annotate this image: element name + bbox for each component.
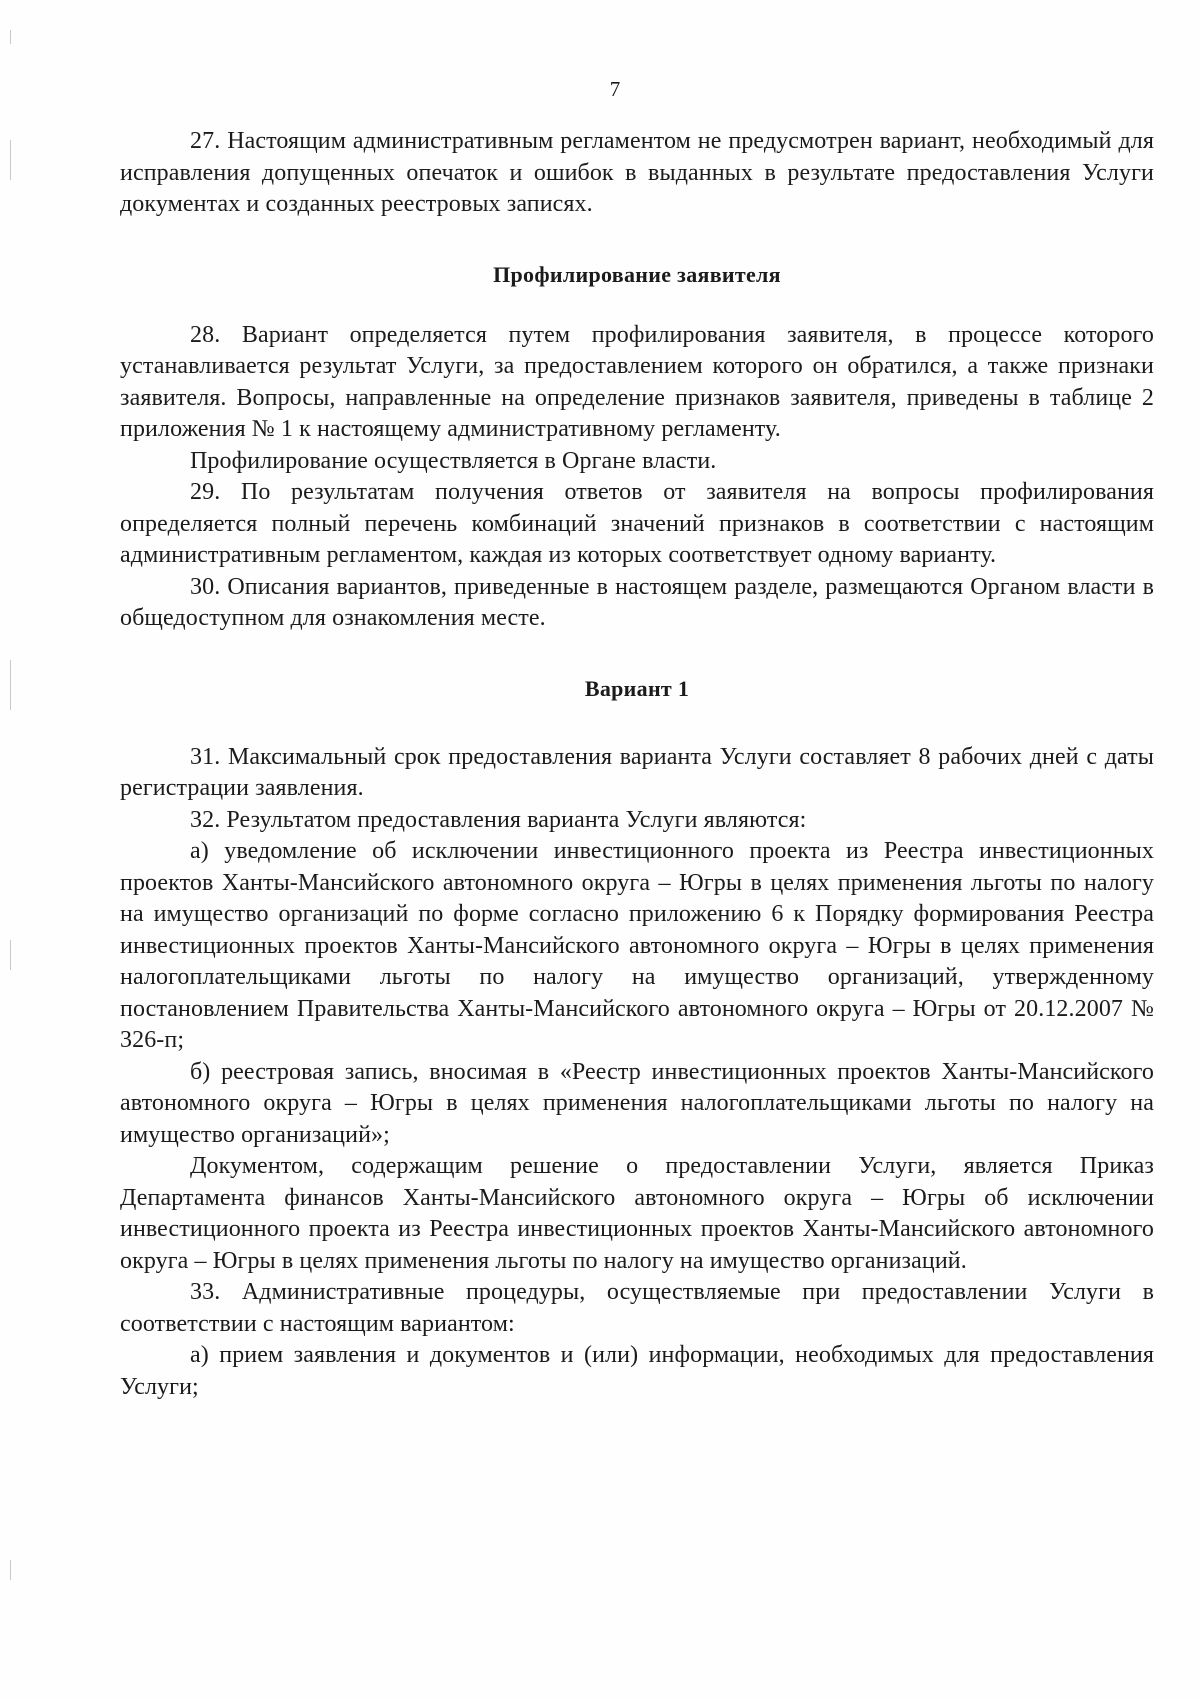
heading-profiling: Профилирование заявителя (493, 261, 781, 287)
paragraph-32-b: б) реестровая запись, вносимая в «Реестр инвестиционных проектов Ханты-Мансийского автономного округа – Югры в целях применения налогоплательщиками льготы по налогу на имущество организаций»; (120, 1058, 1154, 1148)
paragraph-27: 27. Настоящим административным регламентом не предусмотрен вариант, необходимый для исправления допущенных опечаток и ошибок в выданных в результате предоставления Услуги документах и созданных реестровых записях. (120, 128, 1154, 217)
paragraph-28: 28. Вариант определяется путем профилирования заявителя, в процессе которого устанавливается результат Услуги, за предоставлением которого он обратился, а также признаки заявителя. Вопросы, направленные на определение признаков заявителя, приведены в таблице 2 приложения № 1 к настоящему административному регламенту. (120, 321, 1154, 442)
paragraph-33: 33. Административные процедуры, осуществляемые при предоставлении Услуги в соответствии с настоящим вариантом: (120, 1279, 1154, 1337)
paragraph-decision-document: Документом, содержащим решение о предоставлении Услуги, является Приказ Департамента финансов Ханты-Мансийского автономного округа – Югры об исключении инвестиционного проекта из Реестра инвестиционных проектов Ханты-Мансийского автономного округа – Югры в целях применения льготы по налогу на имущество организаций. (120, 1153, 1154, 1274)
paragraph-profiling-place: Профилирование осуществляется в Органе власти. (190, 447, 717, 474)
scan-mark (10, 30, 11, 44)
paragraph-29: 29. По результатам получения ответов от заявителя на вопросы профилирования определяется полный перечень комбинаций значений признаков в соответствии с настоящим административным регламентом, каждая из которых соответствует одному варианту. (120, 479, 1154, 568)
scan-mark (10, 660, 11, 710)
paragraph-33-a: а) прием заявления и документов и (или) информации, необходимых для предоставления Услуги; (120, 1342, 1154, 1400)
paragraph-30: 30. Описания вариантов, приведенные в настоящем разделе, размещаются Органом власти в общедоступном для ознакомления месте. (120, 573, 1154, 631)
document-body (120, 126, 1154, 1403)
paragraph-31: 31. Максимальный срок предоставления варианта Услуги составляет 8 рабочих дней с даты регистрации заявления. (120, 743, 1154, 801)
scan-mark (10, 940, 11, 970)
heading-variant-1: Вариант 1 (584, 675, 690, 701)
page-number: 7 (609, 77, 621, 101)
paragraph-32: 32. Результатом предоставления варианта Услуги являются: (190, 806, 807, 833)
paragraph-32-a: а) уведомление об исключении инвестиционного проекта из Реестра инвестиционных проектов Ханты-Мансийского автономного округа – Югры в целях применения льготы по налогу на имущество организаций по форме согласно приложению 6 к Порядку формирования Реестра инвестиционных проектов Ханты-Мансийского автономного округа – Югры в целях применения налогоплательщиками льготы по налогу на имущество организаций, утвержденному постановлением Правительства Ханты-Мансийского автономного округа – Югры от 20.12.2007 № 326-п; (120, 838, 1154, 1053)
scan-mark (10, 1560, 11, 1580)
scan-mark (10, 140, 11, 180)
